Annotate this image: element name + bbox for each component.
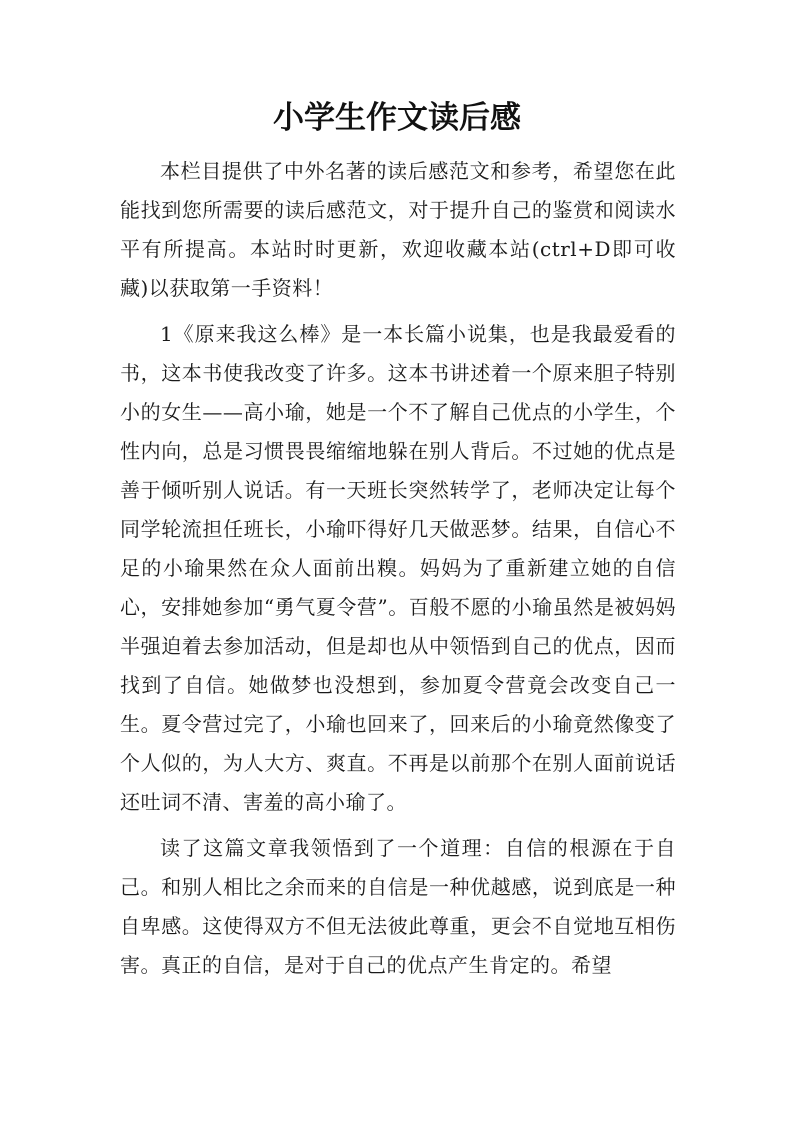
- page-title: 小学生作文读后感: [273, 100, 521, 136]
- document-body: [120, 152, 676, 992]
- paragraph-story: 1《原来我这么棒》是一本长篇小说集，也是我最爱看的书，这本书使我改变了许多。这本书讲述着一个原来胆子特别小的女生——高小瑜，她是一个不了解自己优点的小学生，个性内向，总是习惯畏畏缩缩地躲在别人背后。不过她的优点是善于倾听别人说话。有一天班长突然转学了，老师决定让每个同学轮流担任班长，小瑜吓得好几天做恶梦。结果，自信心不足的小瑜果然在众人面前出糗。妈妈为了重新建立她的自信心，安排她参加“勇气夏令营”。百般不愿的小瑜虽然是被妈妈半强迫着去参加活动，但是却也从中领悟到自己的优点，因而找到了自信。她做梦也没想到，参加夏令营竟会改变自己一生。夏令营过完了，小瑜也回来了，回来后的小瑜竟然像变了个人似的，为人大方、爽直。不再是以前那个在别人面前说话还吐词不清、害羞的高小瑜了。: [120, 322, 676, 814]
- paragraph-intro: 本栏目提供了中外名著的读后感范文和参考，希望您在此能找到您所需要的读后感范文，对于提升自己的鉴赏和阅读水平有所提高。本站时时更新，欢迎收藏本站(ctrl+D即可收藏)以获取第一手资料！: [120, 159, 676, 300]
- paragraph-reflection: 读了这篇文章我领悟到了一个道理：自信的根源在于自己。和别人相比之余而来的自信是一种优越感，说到底是一种自卑感。这使得双方不但无法彼此尊重，更会不自觉地互相伤害。真正的自信，是对于自己的优点产生肯定的。希望: [120, 836, 676, 977]
